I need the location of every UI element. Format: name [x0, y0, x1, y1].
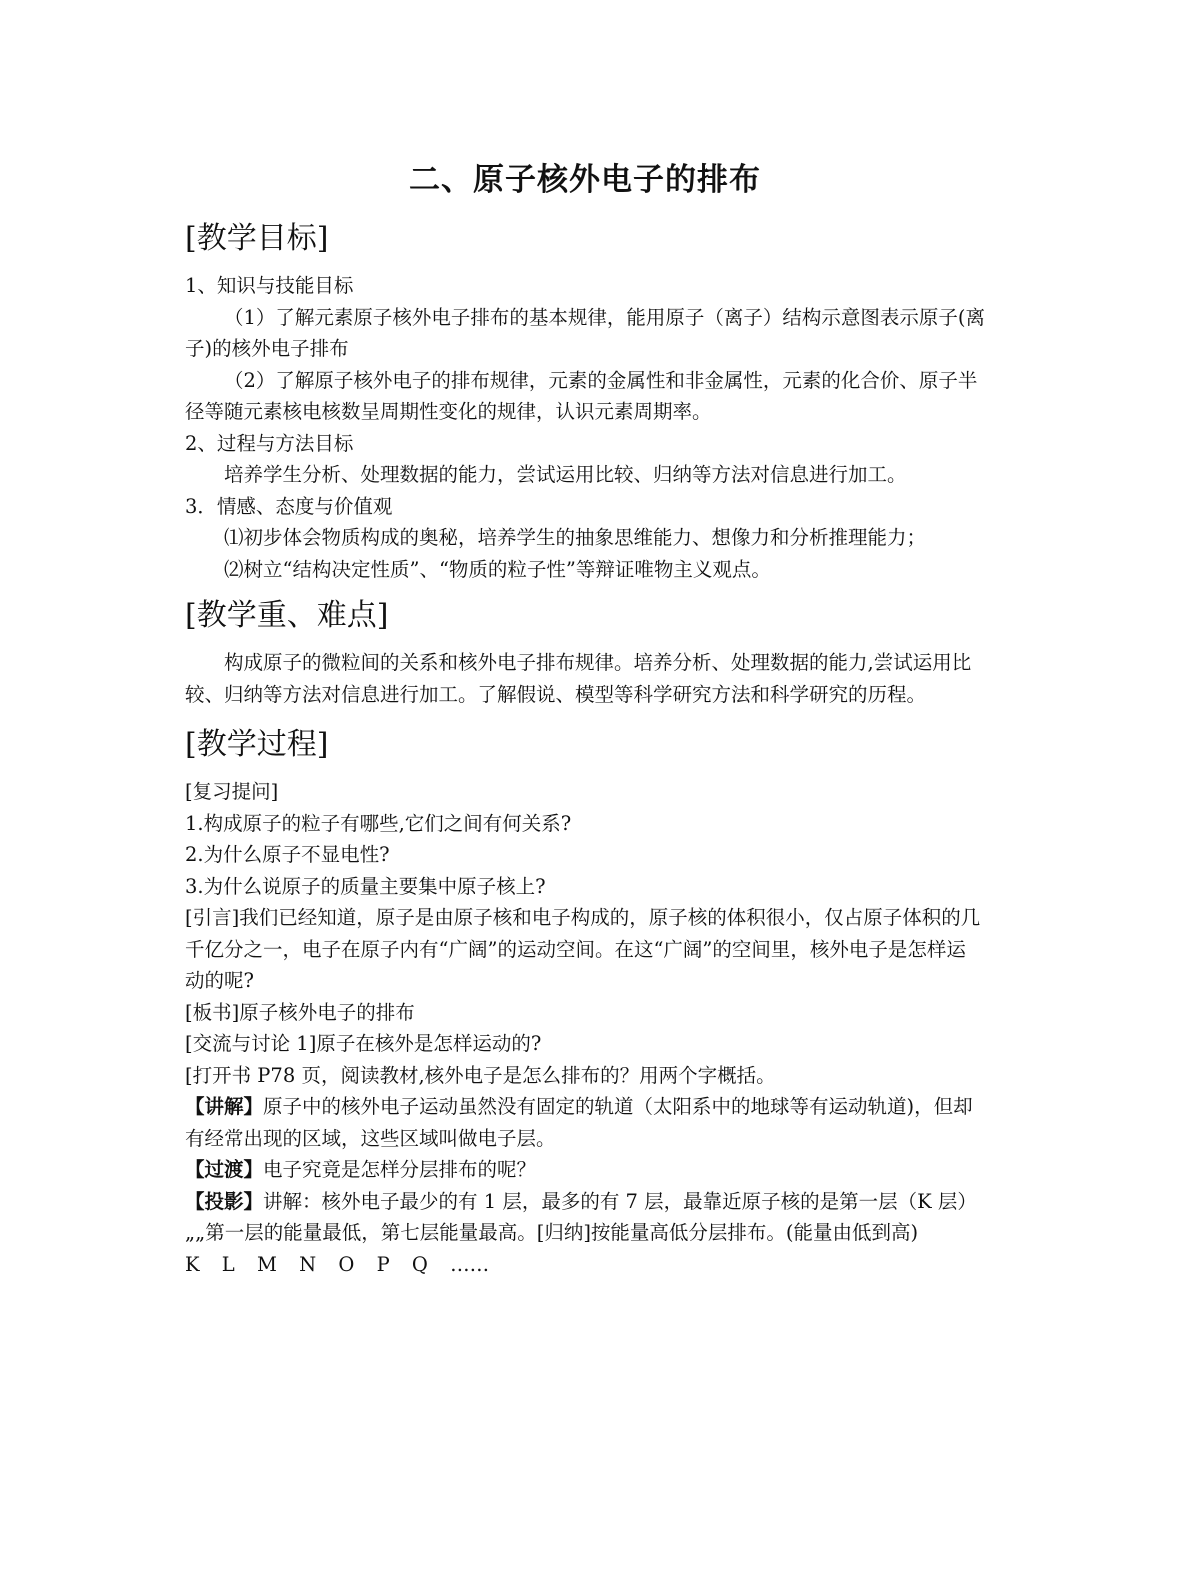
shell-label: P — [376, 1252, 390, 1276]
process-heading: [教学过程] — [185, 727, 329, 762]
shell-label: …… — [450, 1252, 490, 1276]
process-line: 1.构成原子的粒子有哪些,它们之间有何关系? — [185, 811, 572, 835]
transition-tag: 【过渡】 — [185, 1158, 264, 1181]
projection-tag: 【投影】 — [185, 1189, 264, 1213]
keypoints-heading: [教学重、难点] — [185, 598, 389, 633]
page-title: 二、原子核外电子的排布 — [409, 162, 761, 198]
shell-label: M — [256, 1252, 277, 1276]
objectives-heading: [教学目标] — [185, 221, 329, 256]
explain-paragraph — [185, 1091, 985, 1154]
objective-item: （1）了解元素原子核外电子排布的基本规律，能用原子（离子）结构示意图表示原子(离子)的核外电子排布 — [185, 305, 986, 360]
transition-text: 电子究竟是怎样分层排布的呢？ — [263, 1158, 537, 1181]
process-line: [交流与讨论 1]原子在核外是怎样运动的? — [185, 1032, 542, 1055]
process-line: [引言]我们已经知道，原子是由原子核和电子构成的，原子核的体积很小，仅占原子体积的几千亿分之一，电子在原子内有“广阔”的运动空间。在这“广阔”的空间里，核外电子是怎样运动的呢? — [185, 906, 981, 992]
objective-item: ⑵树立“结构决定性质”、“物质的粒子性”等辩证唯物主义观点。 — [224, 557, 771, 581]
process-line: [板书]原子核外电子的排布 — [185, 1000, 415, 1024]
electron-shell-list — [185, 1249, 985, 1281]
process-line: 3.为什么说原子的质量主要集中原子核上? — [185, 874, 546, 898]
process-line: [复习提问] — [185, 780, 279, 803]
document-page — [185, 158, 985, 1280]
process-line: [打开书 P78 页，阅读教材,核外电子是怎么排布的？用两个字概括。 — [185, 1063, 776, 1087]
objective-item: 3．情感、态度与价值观 — [185, 494, 393, 518]
projection-text: 讲解：核外电子最少的有 1 层，最多的有 7 层，最靠近原子核的是第一层（K 层）„„第一层的能量最低，第七层能量最高。[归纳]按能量高低分层排布。(能量由低到高) — [185, 1189, 977, 1244]
shell-label: N — [299, 1252, 317, 1276]
projection-paragraph — [185, 1186, 985, 1249]
objective-item: 1、知识与技能目标 — [185, 274, 354, 297]
objective-item: ⑴初步体会物质构成的奥秘，培养学生的抽象思维能力、想像力和分析推理能力； — [224, 526, 927, 549]
explain-tag: 【讲解】 — [185, 1095, 264, 1118]
explain-text: 原子中的核外电子运动虽然没有固定的轨道（太阳系中的地球等有运动轨道)，但却有经常出现的区域，这些区域叫做电子层。 — [185, 1095, 973, 1150]
transition-paragraph — [185, 1154, 985, 1186]
process-line: 2.为什么原子不显电性? — [185, 843, 390, 866]
shell-label: Q — [411, 1252, 428, 1276]
objective-item: （2）了解原子核外电子的排布规律，元素的金属性和非金属性，元素的化合价、原子半径等随元素核电核数呈周期性变化的规律，认识元素周期率。 — [185, 368, 978, 423]
shell-label: L — [221, 1252, 235, 1276]
shell-label: K — [185, 1252, 200, 1276]
objective-item: 培养学生分析、处理数据的能力，尝试运用比较、归纳等方法对信息进行加工。 — [224, 463, 907, 486]
keypoints-text: 构成原子的微粒间的关系和核外电子排布规律。培养分析、处理数据的能力,尝试运用比较、归纳等方法对信息进行加工。了解假说、模型等科学研究方法和科学研究的历程。 — [185, 651, 972, 706]
shell-label: O — [338, 1252, 355, 1276]
objective-item: 2、过程与方法目标 — [185, 431, 354, 455]
